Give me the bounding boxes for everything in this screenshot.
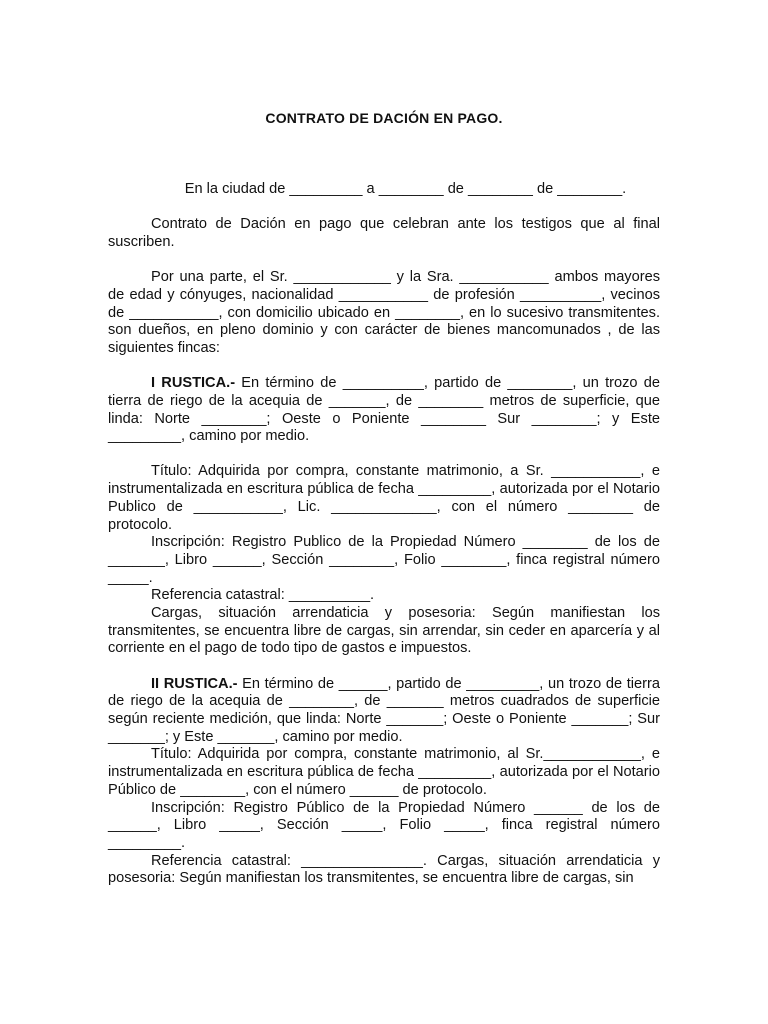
finca1-titulo: Título: Adquirida por compra, constante matrimonio, a Sr. ___________, e instrumentalizada en escritura pública de fecha _________, autorizada por el Notario Publico de ___________, Lic. _____________, con el número ________ de protocolo. [108, 463, 660, 533]
finca2-referencia-cargas: Referencia catastral: _______________. Cargas, situación arrendaticia y posesoria: Según manifiestan los transmitentes, se encuentra libre de cargas, sin [108, 852, 660, 887]
intro-paragraph: Contrato de Dación en pago que celebran ante los testigos que al final suscriben. [108, 216, 660, 250]
document-body [108, 181, 660, 888]
finca2-inscripcion: Inscripción: Registro Público de la Propiedad Número ______ de los de ______, Libro _____, Sección _____, Folio _____, finca registral número _________. [108, 799, 660, 851]
parties-paragraph: Por una parte, el Sr. ____________ y la Sra. ___________ ambos mayores de edad y cónyuges, nacionalidad ___________ de profesión __________, vecinos de ___________, con domicilio ubicado en ________, en lo sucesivo transmitentes. son dueños, en pleno dominio y con carácter de bienes mancomunados , de las siguientes fincas: [108, 269, 660, 356]
finca2-titulo: Título: Adquirida por compra, constante matrimonio, al Sr.____________, e instrumentalizada en escritura pública de fecha _________, autorizada por el Notario Público de ________, con el número ______ de protocolo. [108, 746, 660, 798]
finca1-heading: I RUSTICA.- [151, 375, 236, 392]
finca1-description [108, 375, 660, 446]
place-date-line: En la ciudad de _________ a ________ de ________ de ________. [184, 181, 627, 197]
document-title: CONTRATO DE DACIÓN EN PAGO. [265, 110, 503, 126]
finca1-description-text: En término de __________, partido de ________, un trozo de tierra de riego de la acequia de _______, de ________ metros de superficie, que linda: Norte ________; Oeste o Poniente ________ Sur ________; y Este _________, camino por medio. [108, 375, 660, 445]
finca1-cargas: Cargas, situación arrendaticia y posesoria: Según manifiestan los transmitentes, se encuentra libre de cargas, sin arrendar, sin ceder en aparcería y al corriente en el pago de todo tipo de gastos e impuestos. [108, 605, 660, 657]
finca2-heading: II RUSTICA.- [151, 675, 238, 692]
finca1-referencia: Referencia catastral: __________. [151, 587, 375, 604]
finca1-inscripcion: Inscripción: Registro Publico de la Propiedad Número ________ de los de _______, Libro ______, Sección ________, Folio ________, finca registral número _____. [108, 534, 660, 586]
finca2-description-text: En término de ______, partido de _________, un trozo de tierra de riego de la acequia de ________, de _______ metros cuadrados de superficie según reciente medición, que linda: Norte _______; Oeste o Poniente _______; Sur _______; y Este _______, camino por medio. [108, 675, 660, 745]
finca2-description [108, 676, 660, 747]
